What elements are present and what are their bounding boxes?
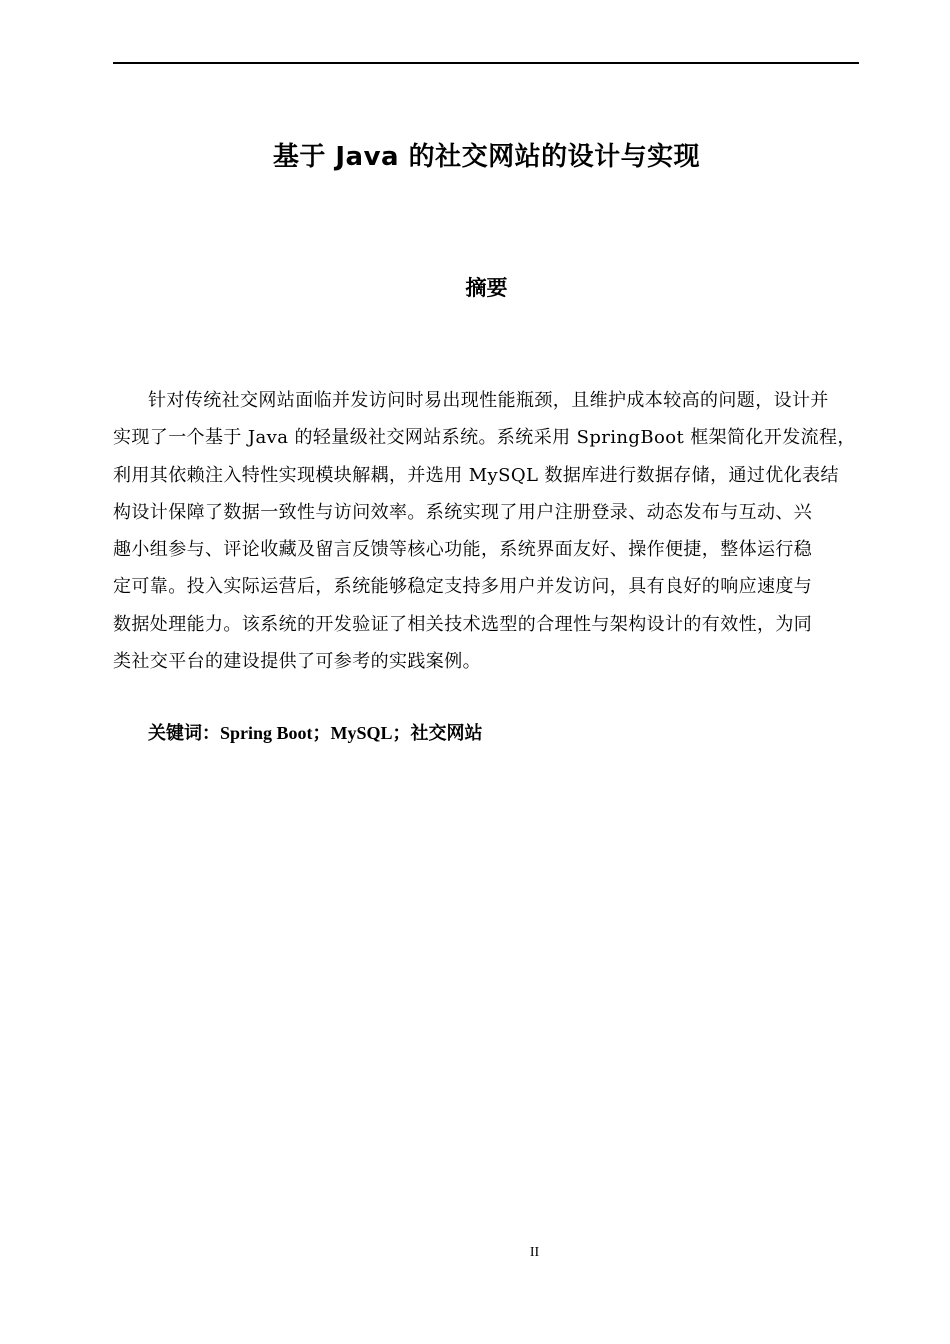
abstract-line: 构设计保障了数据一致性与访问效率。系统实现了用户注册登录、动态发布与互动、兴 bbox=[113, 501, 813, 523]
abstract-line: 定可靠。投入实际运营后，系统能够稳定支持多用户并发访问，具有良好的响应速度与 bbox=[113, 576, 813, 598]
keywords bbox=[148, 718, 483, 749]
abstract-line: 针对传统社交网站面临并发访问时易出现性能瓶颈，且维护成本较高的问题，设计并 bbox=[148, 390, 829, 411]
abstract-line: 数据处理能力。该系统的开发验证了相关技术选型的合理性与架构设计的有效性，为同 bbox=[113, 613, 813, 635]
header-rule bbox=[113, 62, 859, 64]
keywords-label: 关键词： bbox=[148, 723, 220, 744]
abstract-line: 类社交平台的建设提供了可参考的实践案例。 bbox=[113, 651, 481, 673]
abstract-line: 趣小组参与、评论收藏及留言反馈等核心功能，系统界面友好、操作便捷，整体运行稳 bbox=[113, 539, 813, 561]
abstract-body bbox=[113, 382, 859, 680]
abstract-line: 实现了一个基于 Java 的轻量级社交网站系统。系统采用 SpringBoot 框架简化开发流程， bbox=[113, 427, 856, 449]
abstract-heading: 摘要 bbox=[465, 276, 508, 300]
document-title: 基于 Java 的社交网站的设计与实现 bbox=[272, 142, 701, 172]
keywords-text: Spring Boot；MySQL；社交网站 bbox=[220, 723, 483, 743]
page-number: II bbox=[529, 1245, 540, 1260]
abstract-line: 利用其依赖注入特性实现模块解耦，并选用 MySQL 数据库进行数据存储，通过优化表结 bbox=[113, 464, 839, 486]
